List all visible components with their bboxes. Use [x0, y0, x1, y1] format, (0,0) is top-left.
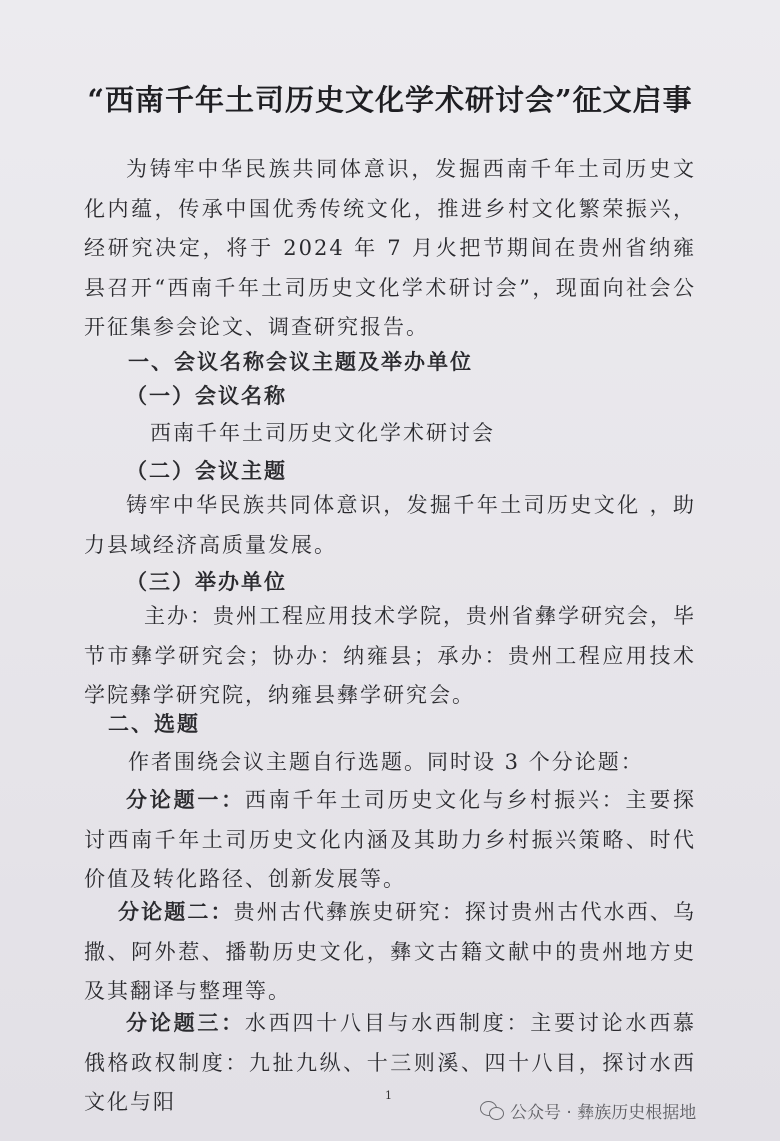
topic1-paragraph [84, 780, 696, 900]
topic3-label: 分论题三： [126, 1010, 245, 1035]
topic1-label: 分论题一： [126, 787, 245, 812]
topic1-text: 西南千年土司历史文化与乡村振兴：主要探讨西南千年土司历史文化内涵及其助力乡村振兴策略、时代价值及转化路径、创新发展等。 [84, 788, 697, 891]
intro-paragraph: 为铸牢中华民族共同体意识，发掘西南千年土司历史文化内蕴，传承中国优秀传统文化，推进乡村文化繁荣振兴，经研究决定，将于 2024 年 7 月火把节期间在贵州省纳雍县召开“西南千年土司历史文化学术研讨会”，现面向社会公开征集参会论文、调查研究报告。 [84, 157, 696, 339]
section2-heading: 二、选题 [108, 711, 200, 736]
section1-heading: 一、会议名称会议主题及举办单位 [128, 349, 473, 374]
topic2-label: 分论题二： [118, 899, 234, 924]
section1-sub1-text: 西南千年土司历史文化学术研讨会 [150, 421, 495, 445]
topic3-text: 水西四十八目与水西制度：主要讨论水西慕俄格政权制度：九扯九纵、十三则溪、四十八目，探讨水西文化与阳 [84, 1011, 697, 1114]
section1-sub3-heading: （三）举办单位 [126, 569, 287, 594]
page-number: 1 [385, 1089, 392, 1102]
wechat-icon [480, 1101, 504, 1121]
section2-intro: 作者围绕会议主题自行选题。同时设 3 个分论题： [128, 750, 644, 774]
watermark [480, 1098, 696, 1123]
topic2-text: 贵州古代彝族史研究：探讨贵州古代水西、乌撒、阿外惹、播勒历史文化，彝文古籍文献中的贵州地方史及其翻译与整理等。 [84, 900, 696, 1003]
section1-sub3-text: 主办：贵州工程应用技术学院，贵州省彝学研究会，毕节市彝学研究会；协办：纳雍县；承办：贵州工程应用技术学院彝学研究院，纳雍县彝学研究会。 [84, 604, 696, 707]
section1-sub2-heading: （二）会议主题 [126, 458, 287, 483]
section1-sub1-heading: （一）会议名称 [126, 383, 287, 408]
watermark-text: 公众号 · 彝族历史根据地 [510, 1103, 697, 1123]
document-title: “西南千年土司历史文化学术研讨会”征文启事 [87, 83, 693, 117]
topic2-paragraph [84, 892, 696, 1012]
section1-sub2-text: 铸牢中华民族共同体意识，发掘千年土司历史文化 ，助力县域经济高质量发展。 [84, 493, 696, 557]
